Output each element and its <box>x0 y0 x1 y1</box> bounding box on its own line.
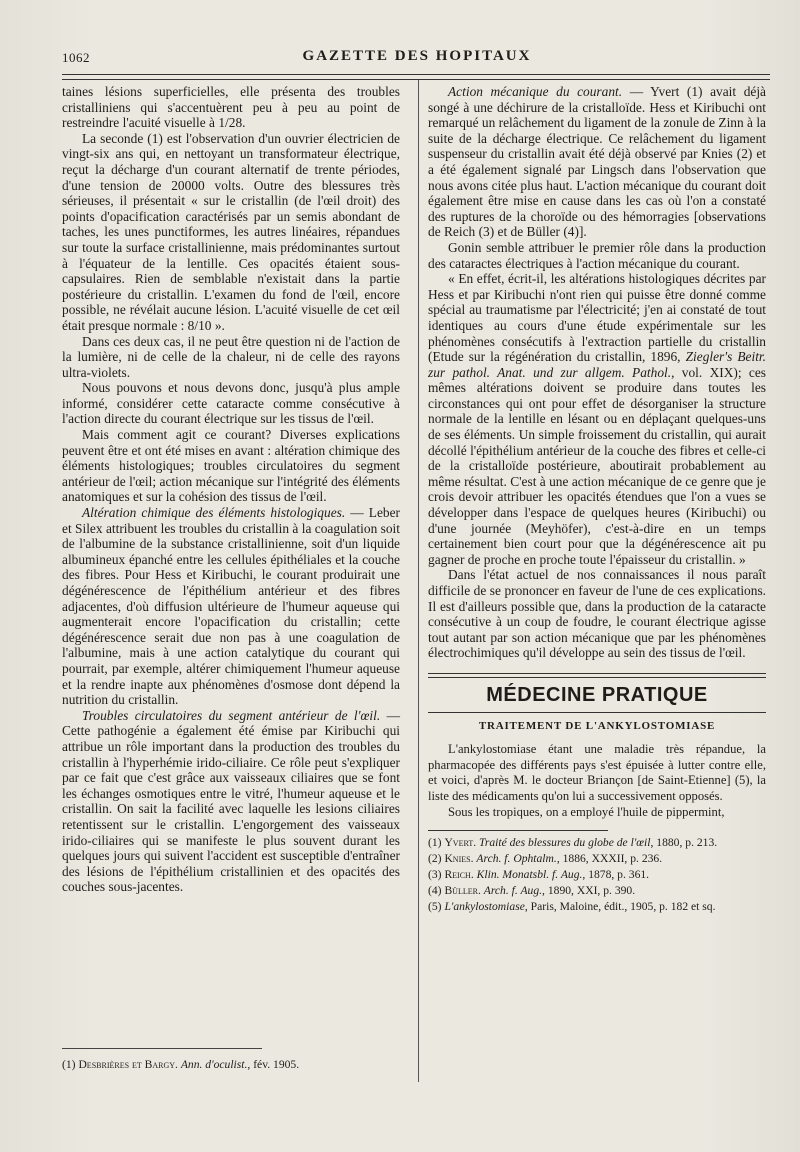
footnote-rest: , 1890, XXI, p. 390. <box>542 884 636 898</box>
paragraph <box>62 505 400 708</box>
footnote-number: (4) <box>428 884 442 898</box>
footnote-number: (3) <box>428 868 442 882</box>
paragraph: L'ankylostomiase étant une maladie très répandue, la pharmacopée des différents pays s'est épuisée à lutter contre elle, et voici, d'après M. le docteur Briançon [de Saint-Etienne] (5), la liste des médicaments qu'on lui a successivement opposés. <box>428 742 766 803</box>
paragraph: Mais comment agit ce courant? Diverses explications peuvent être et ont été mises en avant : altération chimique des éléments histologiques; troubles circulatoires du segment antérieur de l'œil; action mécanique sur l'intégrité des éléments anatomiques et sur la cohésion des tissus de l'œil. <box>62 427 400 505</box>
paragraph-text: — Yvert (1) avait déjà songé à une déchirure de la cristalloïde. Hess et Kiribuchi ont remarqué un relâchement du ligament de la zonule de Zinn à la suite de la décharge électrique. Ce relâchement du ligament suspenseur du cristallin avait été déjà observé par Knies (2) et a été également signalé par Lingsch dans l'observation que nous avons citée plus haut. L'action mécanique du courant doit également être mise en cause dans les cas où l'on a constaté des ruptures de la choroïde ou des hémorragies [observations de Reich (3) et de Büller (4)]. <box>428 84 766 240</box>
footnote <box>428 899 766 915</box>
running-title: GAZETTE DES HOPITAUX <box>302 48 532 64</box>
footnote-author: Yvert. <box>444 836 477 850</box>
footnote-rest: , 1886, XXXII, p. 236. <box>556 852 663 866</box>
subsection-title: TRAITEMENT DE L'ANKYLOSTOMIASE <box>478 719 716 732</box>
paragraph: Dans l'état actuel de nos connaissances il nous paraît difficile de se prononcer en faveur de l'une de ces explications. Il est d'ailleurs possible que, dans la production de la cataracte consécutive à un coup de foudre, le courant électrique agisse tout autant par son action mécanique que par les phénomènes électrochimiques qu'il développe au sein des tissus de l'œil. <box>428 567 766 661</box>
paragraph: Nous pouvons et nous devons donc, jusqu'à plus ample informé, considérer cette cataracte comme consécutive à l'action directe du courant électrique sur les tissus de l'œil. <box>62 380 400 427</box>
footnote-number: (2) <box>428 852 442 866</box>
column-divider <box>418 80 419 1082</box>
footnote-rule <box>62 1048 262 1049</box>
footnote-title: Arch. f. Ophtalm. <box>476 852 557 866</box>
subheading-italic: Troubles circulatoires du segment antérieur de l'œil. <box>82 707 381 723</box>
footnote <box>428 883 766 899</box>
footnote-rule <box>428 830 608 831</box>
left-column <box>62 84 400 895</box>
paragraph: La seconde (1) est l'observation d'un ouvrier électricien de vingt-six ans qui, en nettoyant un transformateur électrique, reçut la décharge d'un courant alternatif de trente périodes, d'une tension de 20000 volts. Outre des blessures très sérieuses, il présentait « sur le cristallin (de l'œil droit) des points d'opacification caractérisés par un semis abondant de taches, les unes punctiformes, les autres linéaires, répandues sur toute la surface cristallinienne, mais prédominantes surtout à l'équateur de la lentille. Ces opacités étaient sous-capsulaires. Rien de semblable n'existait dans la partie postérieure du cristallin. L'examen du fond de l'œil, encore possible, ne révélait aucune lésion. L'acuité visuelle de cet œil était presque normale : 8/10 ». <box>62 130 400 333</box>
left-footnote <box>62 1058 400 1072</box>
footnote-author: Desbrières et Bargy. <box>78 1058 178 1071</box>
footnote-list <box>428 835 766 915</box>
footnote-number: (1) <box>62 1058 76 1071</box>
footnote-rest: , fév. 1905. <box>247 1058 300 1071</box>
footnote-title: Traité des blessures du globe de l'œil <box>479 836 651 850</box>
footnote-author: Büller. <box>444 884 481 898</box>
footnote-rest: , 1878, p. 361. <box>582 868 650 882</box>
subheading-italic: Action mécanique du courant. <box>448 84 623 99</box>
footnote-title: L'ankylostomiase <box>444 900 525 914</box>
section-rule <box>428 712 766 713</box>
footnote-title: Klin. Monatsbl. f. Aug. <box>476 868 583 882</box>
footnote <box>428 835 766 851</box>
journal-citation: Ziegler's Beitr. zur pathol. Anat. und zur allgem. Pathol. <box>428 349 767 380</box>
paragraph: Dans ces deux cas, il ne peut être question ni de l'action de la lumière, ni de celle de la chaleur, ni de celle des rayons ultra-violets. <box>62 333 400 380</box>
footnote-journal: Ann. d'oculist. <box>180 1058 248 1071</box>
paragraph-text: , vol. XIX); ces mêmes altérations doivent se produire dans toutes les circonstances qui ont pour effet de désorganiser la structure normale de la lentille en lésant ou en déplaçant quelques-uns de ses éléments. Un simple froissement du cristallin, qui aurait décollé l'épithélium antérieur de la couche des fibres et celle-ci de la cristalloïde postérieure, aboutirait probablement au même résultat. C'est à une action mécanique de ce genre que je crois devoir attribuer les opacités étendues que l'on a vues se développer dans l'espace de quelques heures (Kiribuchi) ou d'une journée (Meyhöfer), c'est-à-dire en un temps certainement bien court pour que la dégénérescence ait pu gagner de proche en proche toute l'épaisseur du cristallin. » <box>428 364 766 567</box>
right-column <box>428 84 766 915</box>
header-rule <box>62 74 770 80</box>
paragraph: taines lésions superficielles, elle présenta des troubles cristalliniens qui s'accentuèrent peu à peu au point de restreindre l'acuité visuelle à 1/28. <box>62 84 400 131</box>
paragraph <box>428 271 766 567</box>
footnote <box>428 851 766 867</box>
section-title: MÉDECINE PRATIQUE <box>486 683 708 706</box>
paragraph-text: — Cette pathogénie a également été émise par Kiribuchi qui attribue un rôle important dans la production des troubles du cristallin à l'hyperhémie irido-ciliaire. Ce rôle peut s'expliquer par ce fait que c'est grâce aux vaisseaux ciliaires que se font les échanges osmotiques entre le vitré, l'humeur aqueuse et le cristallin. On sait la facilité avec laquelle les lesions ciliaires retentissent sur le cristallin. L'engorgement des vaisseaux irido-ciliaires qui se manifeste le plus souvent durant les quelques jours qui suivent l'accident est susceptible d'entraîner des lésions de l'épithélium cristallinien et des opacités des couches sous-jacentes. <box>62 707 400 895</box>
paragraph-text: « En effet, écrit-il, les altérations histologiques décrites par Hess et par Kiribuchi n'ont rien qui puisse être donné comme spécial au traumatisme par l'électricité; j'en ai constaté de tout identiques au cours d'une étude expérimentale sur les phénomènes consécutifs à l'extraction partielle du cristallin (Etude sur la régénération du cristallin, 1896, <box>428 271 766 365</box>
footnote-author: Knies. <box>444 852 474 866</box>
page-number: 1062 <box>62 50 90 65</box>
footnote-number: (5) <box>428 900 442 914</box>
paragraph-text: — Leber et Silex attribuent les troubles du cristallin à la coagulation soit de l'albumine de la substance cristallinienne, soit d'un liquide albumineux épanché entre les cellules épithéliales et la couche des fibres. Pour Hess et Kiribuchi, le courant produirait une dégénérescence de l'épithélium antérieur et des fibres adjacentes, d'où diffusion ultérieure de l'humeur aqueuse qui augmenterait encore l'opacification du cristallin; cette dégénérescence serait due non pas à une coagulation de l'albumine, mais à une action catalytique du courant qui pourrait, par exemple, altérer chimiquement l'humeur aqueuse et la rendre inapte aux phénomènes d'osmose dont dépend la nutrition du cristallin. <box>62 505 400 708</box>
section-rule <box>428 673 766 678</box>
page-header <box>62 48 772 70</box>
subheading-italic: Altération chimique des éléments histologiques. <box>82 505 346 521</box>
paragraph <box>428 84 766 240</box>
paragraph: Gonin semble attribuer le premier rôle dans la production des cataractes électriques à l'action mécanique du courant. <box>428 239 766 271</box>
footnote-title: Arch. f. Aug. <box>483 884 543 898</box>
footnote-rest: , Paris, Maloine, édit., 1905, p. 182 et sq. <box>524 900 716 914</box>
footnote <box>428 867 766 883</box>
footnote-author: Reich. <box>444 868 474 882</box>
footnote-rest: , 1880, p. 213. <box>650 836 718 850</box>
paragraph: Sous les tropiques, on a employé l'huile de pippermint, <box>448 804 725 819</box>
paragraph <box>62 708 400 895</box>
footnote-number: (1) <box>428 836 442 850</box>
